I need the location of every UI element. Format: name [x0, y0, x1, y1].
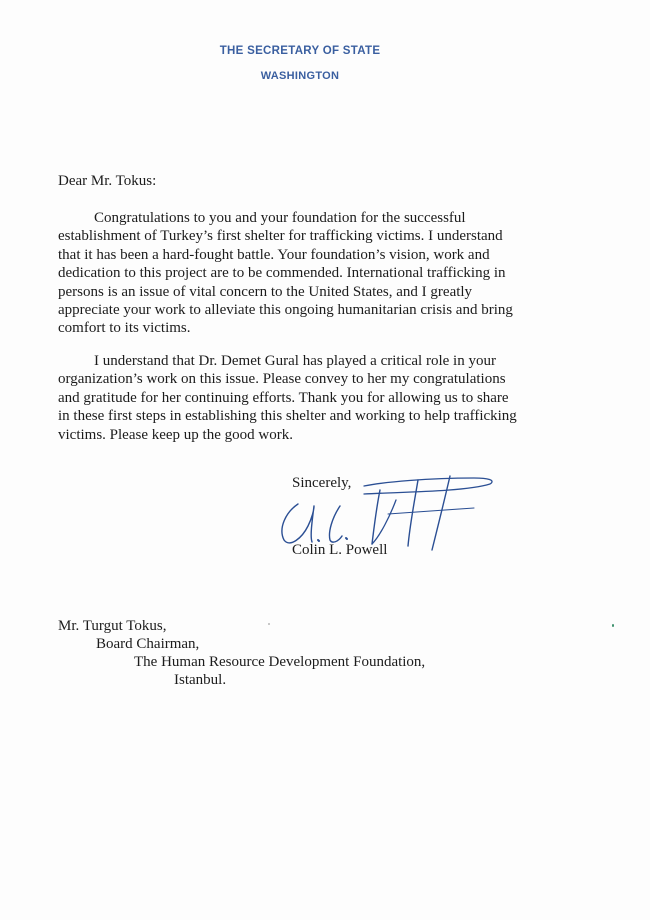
- recipient-name: Mr. Turgut Tokus,: [58, 618, 167, 634]
- closing-text: Sincerely,: [292, 475, 352, 491]
- signature-stroke: [364, 478, 492, 494]
- body-paragraph-2: I understand that Dr. Demet Gural has played a critical role in your organization’s work on this issue. Please convey to her my congratulations and gratitude for her continuing efforts. Thank you for allowing us to share in these first steps in establishing this shelter and working to help trafficking victims. Please keep up the good work.: [58, 353, 517, 443]
- signature-stroke: [372, 500, 396, 544]
- signature-stroke: [318, 540, 319, 541]
- scan-speck: [612, 624, 614, 627]
- recipient-city: Istanbul.: [174, 672, 227, 688]
- signature-stroke: [282, 504, 314, 543]
- recipient-organization: The Human Resource Development Foundation,: [134, 654, 426, 670]
- scan-speck: [268, 623, 270, 625]
- signature-stroke: [346, 538, 347, 539]
- signature-stroke: [329, 506, 342, 542]
- salutation: Dear Mr. Tokus:: [58, 173, 157, 189]
- letterhead-city: WASHINGTON: [260, 70, 340, 82]
- signature-stroke: [388, 508, 474, 514]
- letterhead-title: THE SECRETARY OF STATE: [219, 45, 381, 57]
- signer-name: Colin L. Powell: [292, 542, 388, 558]
- signature-stroke: [432, 476, 450, 550]
- body-paragraph-1: Congratulations to you and your foundation for the successful establishment of Turkey’s first shelter for trafficking victims. I understand that it has been a hard-fought battle. Your foundation’s vision, work and dedication to this project are to be commended. International trafficking in persons is an issue of vital concern to the United States, and I greatly appreciate your work to alleviate this ongoing humanitarian crisis and bring comfort to its victims.: [58, 210, 513, 337]
- recipient-title: Board Chairman,: [96, 636, 200, 652]
